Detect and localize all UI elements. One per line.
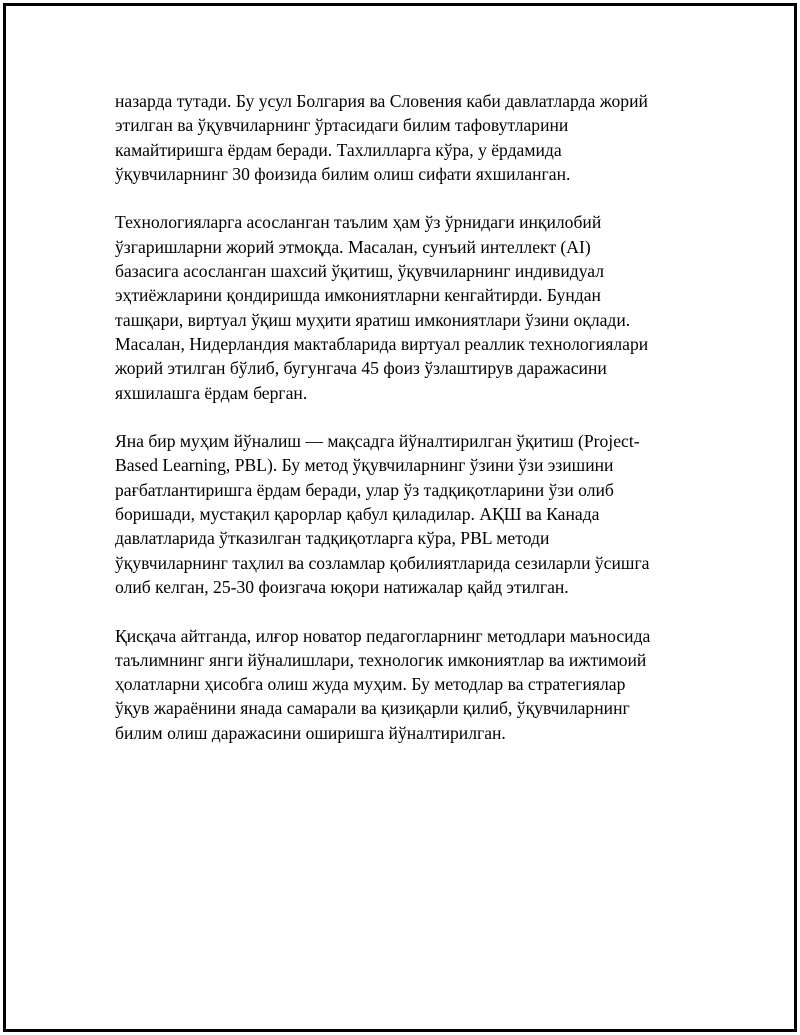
text-line: Яна бир муҳим йўналиш — мақсадга йўналтирилган ўқитиш (Project- — [115, 431, 640, 452]
text-line: ўқувчиларнинг таҳлил ва созламлар қобилиятларида сезиларли ўсишга — [115, 552, 650, 573]
text-line: этилган ва ўқувчиларнинг ўртасидаги билим тафовутларини — [115, 115, 569, 136]
text-line: олиб келган, 25-30 фоизгача юқори натижалар қайд этилган. — [115, 576, 569, 597]
text-line: таълимнинг янги йўналишлари, технологик имкониятлар ва ижтимоий — [115, 649, 647, 670]
text-line: базасига асосланган шахсий ўқитиш, ўқувчиларнинг индивидуал — [115, 261, 605, 282]
text-line: ўзгаришларни жорий этмоқда. Масалан, сунъий интеллект (AI) — [115, 236, 591, 257]
text-line: билим олиш даражасини оширишга йўналтирилган. — [115, 722, 506, 743]
paragraph-2 — [115, 210, 695, 404]
text-line: Технологияларга асосланган таълим ҳам ўз ўрнидаги инқилобий — [115, 212, 602, 233]
text-line: ўқув жараёнини янада самарали ва қизиқарли қилиб, ўқувчиларнинг — [115, 698, 630, 719]
text-line: камайтиришга ёрдам беради. Тахлилларга кўра, у ёрдамида — [115, 139, 562, 160]
text-line: жорий этилган бўлиб, бугунгача 45 фоиз ўзлаштирув даражасини — [115, 358, 607, 379]
text-line: боришади, мустақил қарорлар қабул қиладилар. АҚШ ва Канада — [115, 504, 600, 525]
paragraph-3 — [115, 429, 695, 599]
text-line: назарда тутади. Бу усул Болгария ва Словения каби давлатларда жорий — [115, 91, 648, 111]
text-line: давлатларида ўтказилган тадқиқотларга кўра, PBL методи — [115, 528, 550, 549]
text-line: эҳтиёжларини қондиришда имкониятларни кенгайтирди. Бундан — [115, 285, 601, 306]
text-line: ўқувчиларнинг 30 фоизида билим олиш сифати яхшиланган. — [115, 163, 571, 184]
document-body — [115, 89, 695, 769]
text-line: яхшилашга ёрдам берган. — [115, 382, 308, 403]
text-line: ҳолатларни ҳисобга олиш жуда муҳим. Бу методлар ва стратегиялар — [115, 674, 626, 695]
text-line: Based Learning, PBL). Бу метод ўқувчиларнинг ўзини ўзи эзишини — [115, 455, 614, 476]
text-line: Масалан, Нидерландия мактабларида виртуал реаллик технологиялари — [115, 333, 649, 354]
paragraph-1 — [115, 89, 695, 186]
text-line: рағбатлантиришга ёрдам беради, улар ўз тадқиқотларини ўзи олиб — [115, 479, 614, 500]
paragraph-4 — [115, 624, 695, 745]
text-line: Қисқача айтганда, илғор новатор педагогларнинг методлари маъносида — [115, 625, 651, 646]
text-line: ташқари, виртуал ўқиш муҳити яратиш имкониятлари ўзини оқлади. — [115, 309, 631, 330]
